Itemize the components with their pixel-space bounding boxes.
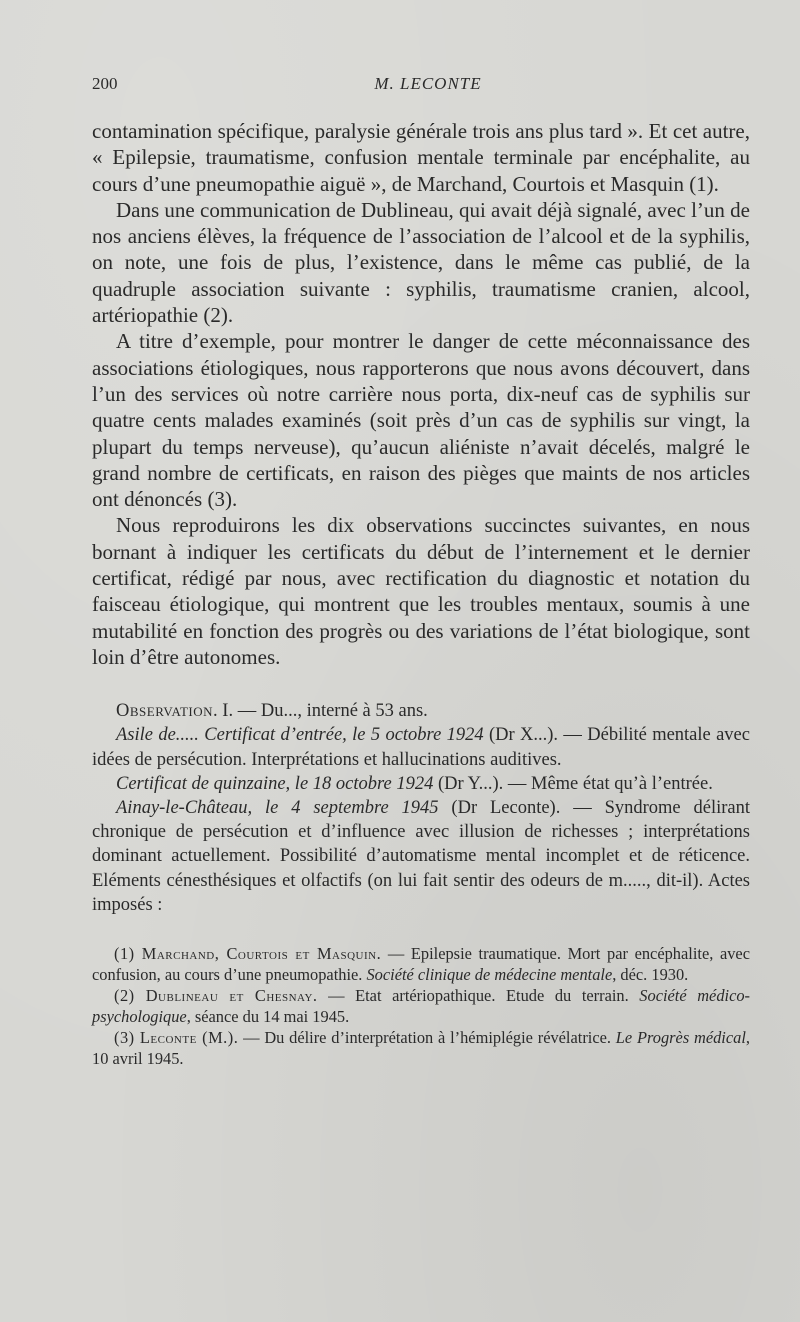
- footnote-2-source: Société médico-psychologique: [92, 986, 751, 1027]
- observation-entry-3-text: (Dr Leconte). — Syndrome délirant chronique de persécution et d’influence avec illusion de richesses ; interprétations dominant actuellement. Possibilité d’automatisme mental incomplet et de réticence. Eléments cénesthésiques et olfactifs (on lui fait sentir des odeurs de m....., dit-il). Actes imposés :: [92, 798, 750, 915]
- footnotes: [92, 943, 750, 1069]
- page-number: 200: [92, 74, 118, 93]
- footnote-2: [92, 985, 750, 1027]
- footnote-1: [92, 943, 750, 985]
- observation-heading: [92, 699, 750, 723]
- footnote-1-text: — Epilepsie traumatique. Mort par encéphalite, avec confusion, au cours d’une pneumopathie.: [92, 944, 750, 985]
- footnote-1-source: Société clinique de médecine mentale: [366, 965, 613, 985]
- footnote-3-source: Le Progrès médical: [615, 1028, 746, 1048]
- paragraph-3: A titre d’exemple, pour montrer le danger de cette méconnaissance des associations étiologiques, nous rapporterons que nous avons découvert, dans l’un des services où notre carrière nous porta, dix-neuf cas de syphilis sur quatre cents malades examinés (soit près d’un cas de syphilis sur vingt, la plupart du temps nerveuse), qu’aucun aliéniste n’avait décelés, malgré le grand nombre de certificats, en raison des pièges que maints de nos articles ont dénoncés (3).: [92, 329, 750, 512]
- observation-heading-rest: . I. — Du..., interné à 53 ans.: [213, 701, 428, 722]
- running-head: M. LECONTE: [374, 74, 482, 93]
- observation-label: Observation: [116, 701, 214, 722]
- observation-entry-3: [92, 796, 750, 917]
- paragraph-2: Dans une communication de Dublineau, qui avait déjà signalé, avec l’un de nos anciens élèves, la fréquence de l’association de l’alcool et de la syphilis, on note, une fois de plus, l’existence, dans le même cas publié, de la quadruple association suivante : syphilis, traumatisme cranien, alcool, artériopathie (2).: [92, 197, 750, 328]
- footnote-1-authors: (1) Marchand, Courtois et Masquin.: [114, 944, 382, 964]
- observation-entry-1-date: Asile de..... Certificat d’entrée, le 5 octobre 1924: [116, 725, 484, 746]
- page-header: [92, 74, 744, 100]
- footnote-3-authors: (3) Leconte (M.).: [114, 1028, 239, 1048]
- observation-entry-2: [92, 772, 750, 796]
- paragraph-4: Nous reproduirons les dix observations succinctes suivantes, en nous bornant à indiquer les certificats du début de l’internement et le dernier certificat, rédigé par nous, avec rectification du diagnostic et notation du faisceau étiologique, qui montrent que les troubles mentaux, soumis à une mutabilité en fonction des progrès ou des variations de l’état biologique, sont loin d’être autonomes.: [92, 513, 750, 669]
- footnote-3: [92, 1027, 750, 1069]
- footnote-2-text: — Etat artériopathique. Etude du terrain.: [317, 986, 640, 1006]
- observation-entry-1-text: (Dr X...). — Débilité mentale avec idées de persécution. Interprétations et hallucinations auditives.: [92, 725, 750, 770]
- footnote-3-tail: , 10 avril 1945.: [92, 1028, 750, 1069]
- observation-entry-3-date: Ainay-le-Château, le 4 septembre 1945: [116, 798, 439, 819]
- footnote-2-tail: , séance du 14 mai 1945.: [186, 1007, 350, 1027]
- paragraph-1: contamination spécifique, paralysie générale trois ans plus tard ». Et cet autre, « Epilepsie, traumatisme, confusion mentale terminale par encéphalite, au cours d’une pneumopathie aiguë », de Marchand, Courtois et Masquin (1).: [92, 119, 750, 196]
- body-text: [92, 118, 750, 1069]
- observation-entry-2-text: (Dr Y...). — Même état qu’à l’entrée.: [433, 773, 713, 794]
- footnote-1-tail: , déc. 1930.: [612, 965, 689, 985]
- footnote-3-text: — Du délire d’interprétation à l’hémiplégie révélatrice.: [238, 1028, 616, 1048]
- observation-entry-2-date: Certificat de quinzaine, le 18 octobre 1924: [116, 773, 434, 794]
- footnote-2-authors: (2) Dublineau et Chesnay.: [114, 986, 318, 1006]
- observation-entry-1: [92, 723, 750, 771]
